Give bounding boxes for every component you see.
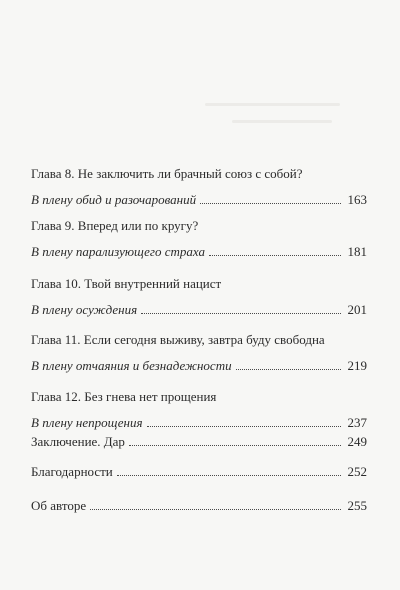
toc-entry-about-author[interactable] (31, 498, 367, 513)
toc-single-line (31, 498, 367, 513)
entry-title-text: Заключение. Дар (31, 434, 125, 449)
toc-entry-acknowledgements[interactable] (31, 464, 367, 479)
toc-entry-chapter-10[interactable] (31, 276, 367, 317)
toc-chapter-title (31, 389, 367, 404)
toc-subtitle-line (31, 244, 367, 259)
page-number: 181 (347, 244, 367, 259)
toc-entry-chapter-9[interactable] (31, 218, 367, 259)
toc-chapter-title (31, 332, 367, 347)
dot-leader (209, 255, 341, 256)
toc-entry-chapter-12[interactable] (31, 389, 367, 430)
dot-leader (236, 369, 341, 370)
chapter-title-text: Глава 12. Без гнева нет прощения (31, 389, 217, 404)
chapter-title-text: Глава 9. Вперед или по кругу? (31, 218, 199, 233)
entry-title-text: Благодарности (31, 464, 113, 479)
toc-entry-chapter-11[interactable] (31, 332, 367, 373)
show-through-mark (232, 120, 332, 123)
show-through-mark (205, 103, 340, 106)
toc-entry-chapter-8[interactable] (31, 166, 367, 207)
toc-chapter-title (31, 276, 367, 291)
chapter-subtitle-text: В плену осуждения (31, 302, 138, 317)
dot-leader (117, 475, 341, 476)
toc-subtitle-line (31, 192, 367, 207)
page-number: 163 (347, 192, 367, 207)
dot-leader (129, 445, 341, 446)
chapter-subtitle-text: В плену непрощения (31, 415, 143, 430)
entry-title-text: Об авторе (31, 498, 87, 513)
chapter-subtitle-text: В плену отчаяния и безнадежности (31, 358, 232, 373)
toc-entry-conclusion[interactable] (31, 434, 367, 449)
toc-subtitle-line (31, 358, 367, 373)
dot-leader (141, 313, 341, 314)
dot-leader (147, 426, 341, 427)
page-number: 237 (347, 415, 367, 430)
chapter-subtitle-text: В плену парализующего страха (31, 244, 205, 259)
page-number: 252 (347, 464, 367, 479)
page-number: 249 (347, 434, 367, 449)
page-number: 219 (347, 358, 367, 373)
chapter-subtitle-text: В плену обид и разочарований (31, 192, 197, 207)
dot-leader (90, 509, 341, 510)
chapter-title-text: Глава 11. Если сегодня выживу, завтра буду свободна (31, 332, 325, 347)
toc-subtitle-line (31, 415, 367, 430)
toc-single-line (31, 434, 367, 449)
dot-leader (200, 203, 341, 204)
chapter-title-text: Глава 10. Твой внутренний нацист (31, 276, 222, 291)
toc-subtitle-line (31, 302, 367, 317)
page-number: 255 (347, 498, 367, 513)
toc-chapter-title (31, 218, 367, 233)
toc-chapter-title (31, 166, 367, 181)
page-number: 201 (347, 302, 367, 317)
toc-single-line (31, 464, 367, 479)
chapter-title-text: Глава 8. Не заключить ли брачный союз с собой? (31, 166, 303, 181)
